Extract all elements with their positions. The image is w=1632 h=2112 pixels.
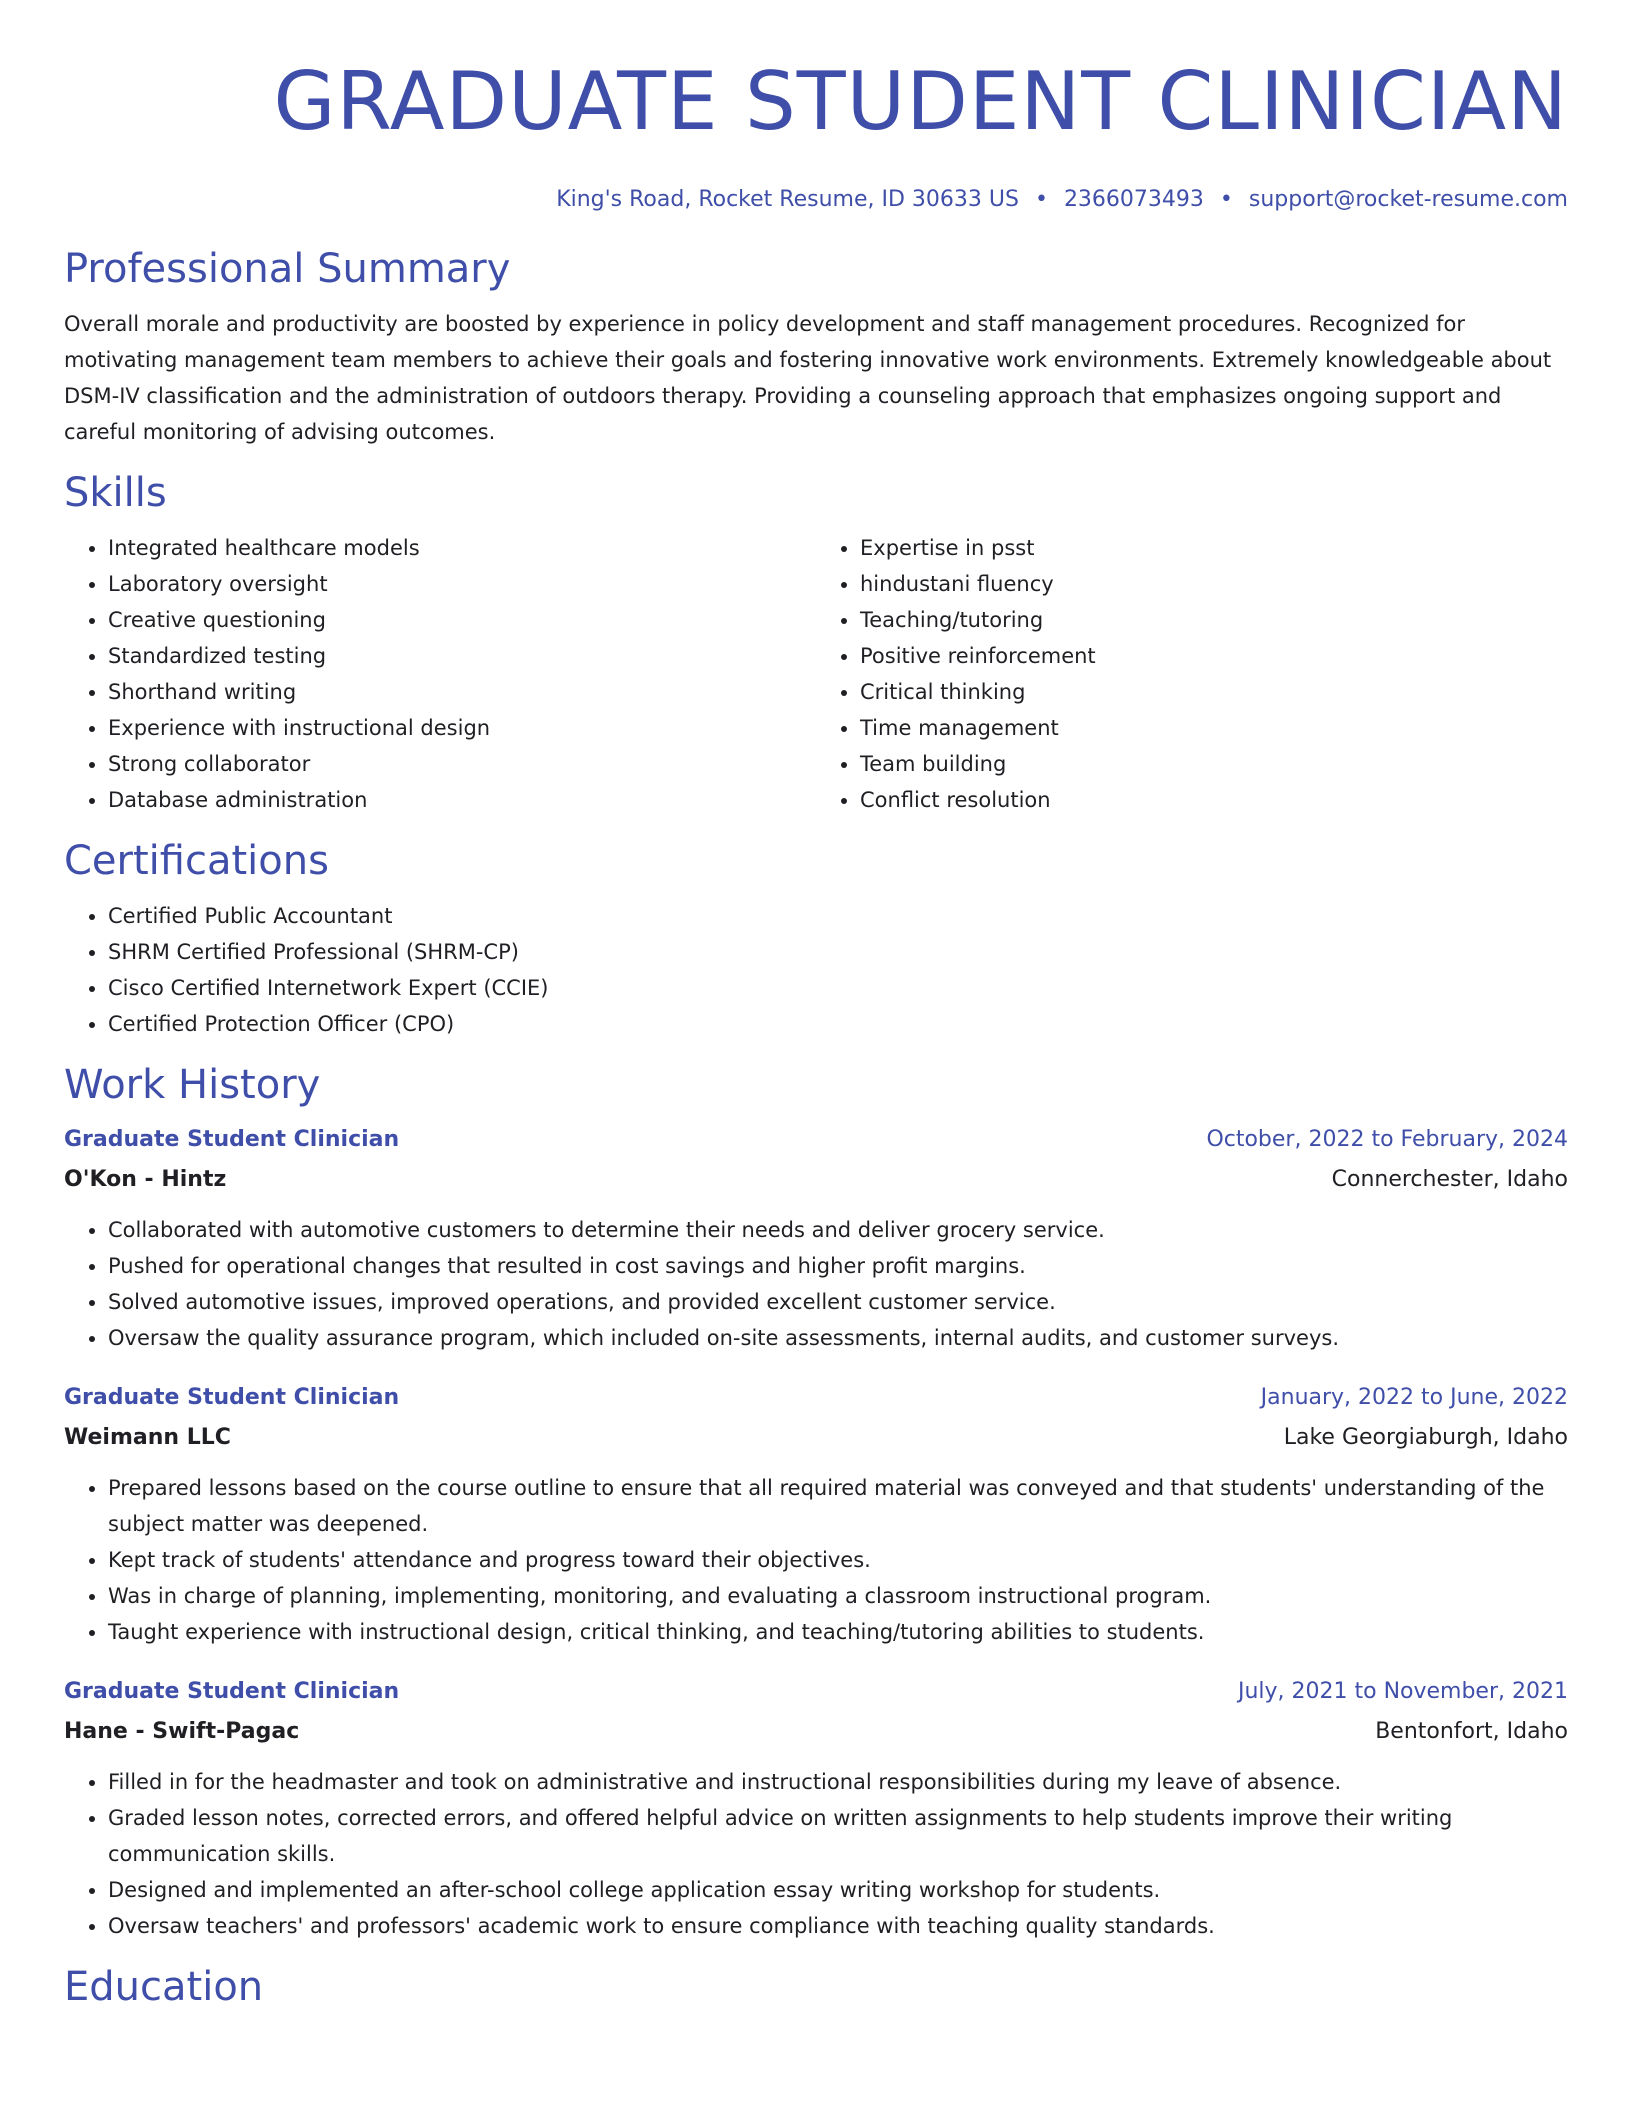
skill-item: • Positive reinforcement — [860, 638, 1568, 674]
job-bullet: • Designed and implemented an after-school college application essay writing workshop for students. — [108, 1872, 1568, 1908]
job-dates: January, 2022 to June, 2022 — [1260, 1385, 1568, 1410]
education-title: Education — [64, 1964, 264, 2010]
job-bullet: • Collaborated with automotive customers to determine their needs and deliver grocery service. — [108, 1212, 1568, 1248]
skill-item: • Laboratory oversight — [108, 566, 816, 602]
skill-item: • Strong collaborator — [108, 746, 816, 782]
contact-separator: • — [1034, 187, 1048, 212]
job-bullet: • Oversaw teachers' and professors' academic work to ensure compliance with teaching quality standards. — [108, 1908, 1568, 1944]
contact-separator: • — [1219, 187, 1233, 212]
job-entry — [64, 1672, 1568, 1944]
skills-list-left — [64, 530, 816, 818]
skill-item: • Shorthand writing — [108, 674, 816, 710]
job-header-row — [64, 1672, 1568, 1712]
resume-name: GRADUATE STUDENT CLINICIAN — [273, 55, 1568, 148]
certification-item: • SHRM Certified Professional (SHRM-CP) — [108, 934, 1568, 970]
skills-title: Skills — [64, 470, 167, 516]
job-company: O'Kon - Hintz — [64, 1167, 227, 1192]
job-title: Graduate Student Clinician — [64, 1679, 400, 1704]
skill-item: • Conflict resolution — [860, 782, 1568, 818]
contact-line — [64, 186, 1568, 214]
job-company: Hane - Swift-Pagac — [64, 1719, 300, 1744]
work-history-section — [64, 1060, 1568, 1944]
job-bullet: • Prepared lessons based on the course outline to ensure that all required material was conveyed and that students' understanding of the subject matter was deepened. — [108, 1470, 1568, 1542]
job-entry — [64, 1120, 1568, 1356]
job-header-row — [64, 1120, 1568, 1160]
job-bullet: • Solved automotive issues, improved operations, and provided excellent customer service. — [108, 1284, 1568, 1320]
skill-item: • Standardized testing — [108, 638, 816, 674]
job-bullets — [64, 1470, 1568, 1650]
skill-item: • Team building — [860, 746, 1568, 782]
job-bullet: • Oversaw the quality assurance program, which included on-site assessments, internal audits, and customer surveys. — [108, 1320, 1568, 1356]
job-bullet: • Was in charge of planning, implementing, monitoring, and evaluating a classroom instructional program. — [108, 1578, 1568, 1614]
job-bullet: • Filled in for the headmaster and took on administrative and instructional responsibilities during my leave of absence. — [108, 1764, 1568, 1800]
job-company: Weimann LLC — [64, 1425, 231, 1450]
job-location: Bentonfort, Idaho — [1375, 1719, 1568, 1744]
education-section — [64, 1962, 1568, 2012]
job-bullet: • Graded lesson notes, corrected errors, and offered helpful advice on written assignments to help students improve their writing communication skills. — [108, 1800, 1568, 1872]
job-title: Graduate Student Clinician — [64, 1127, 400, 1152]
certification-item: • Certified Protection Officer (CPO) — [108, 1006, 1568, 1042]
certification-item: • Certified Public Accountant — [108, 898, 1568, 934]
job-bullets — [64, 1212, 1568, 1356]
work-history-title: Work History — [64, 1062, 321, 1108]
contact-email[interactable]: support@rocket-resume.com — [1248, 187, 1568, 212]
summary-title: Professional Summary — [64, 246, 511, 292]
job-bullet: • Pushed for operational changes that resulted in cost savings and higher profit margins. — [108, 1248, 1568, 1284]
job-location: Connerchester, Idaho — [1331, 1167, 1568, 1192]
skill-item: • hindustani fluency — [860, 566, 1568, 602]
contact-address: King's Road, Rocket Resume, ID 30633 US — [556, 187, 1019, 212]
certifications-list — [64, 898, 1568, 1042]
job-bullet: • Kept track of students' attendance and progress toward their objectives. — [108, 1542, 1568, 1578]
job-dates: October, 2022 to February, 2024 — [1206, 1127, 1568, 1152]
skill-item: • Creative questioning — [108, 602, 816, 638]
certification-item: • Cisco Certified Internetwork Expert (CCIE) — [108, 970, 1568, 1006]
skill-item: • Database administration — [108, 782, 816, 818]
summary-section — [64, 244, 1568, 450]
certifications-title: Certifications — [64, 838, 329, 884]
job-company-row — [64, 1712, 1568, 1752]
job-location: Lake Georgiaburgh, Idaho — [1283, 1425, 1568, 1450]
skill-item: • Integrated healthcare models — [108, 530, 816, 566]
job-title: Graduate Student Clinician — [64, 1385, 400, 1410]
skill-item: • Expertise in psst — [860, 530, 1568, 566]
skill-item: • Time management — [860, 710, 1568, 746]
job-company-row — [64, 1160, 1568, 1200]
job-dates: July, 2021 to November, 2021 — [1237, 1679, 1568, 1704]
skills-list-right — [816, 530, 1568, 818]
skill-item: • Experience with instructional design — [108, 710, 816, 746]
skills-section — [64, 468, 1568, 818]
skill-item: • Critical thinking — [860, 674, 1568, 710]
certifications-section — [64, 836, 1568, 1042]
summary-text: Overall morale and productivity are boosted by experience in policy development and staff management procedures. Recognized for motivating management team members to achieve their goals and fostering innovative work environments. Extremely knowledgeable about DSM-IV classification and the administration of outdoors therapy. Providing a counseling approach that emphasizes ongoing support and careful monitoring of advising outcomes. — [64, 312, 1552, 444]
resume-page — [64, 0, 1568, 2012]
job-entry — [64, 1378, 1568, 1650]
skills-grid — [64, 530, 1568, 818]
job-bullet: • Taught experience with instructional design, critical thinking, and teaching/tutoring abilities to students. — [108, 1614, 1568, 1650]
contact-phone: 2366073493 — [1063, 187, 1204, 212]
skill-item: • Teaching/tutoring — [860, 602, 1568, 638]
job-company-row — [64, 1418, 1568, 1458]
job-bullets — [64, 1764, 1568, 1944]
job-header-row — [64, 1378, 1568, 1418]
